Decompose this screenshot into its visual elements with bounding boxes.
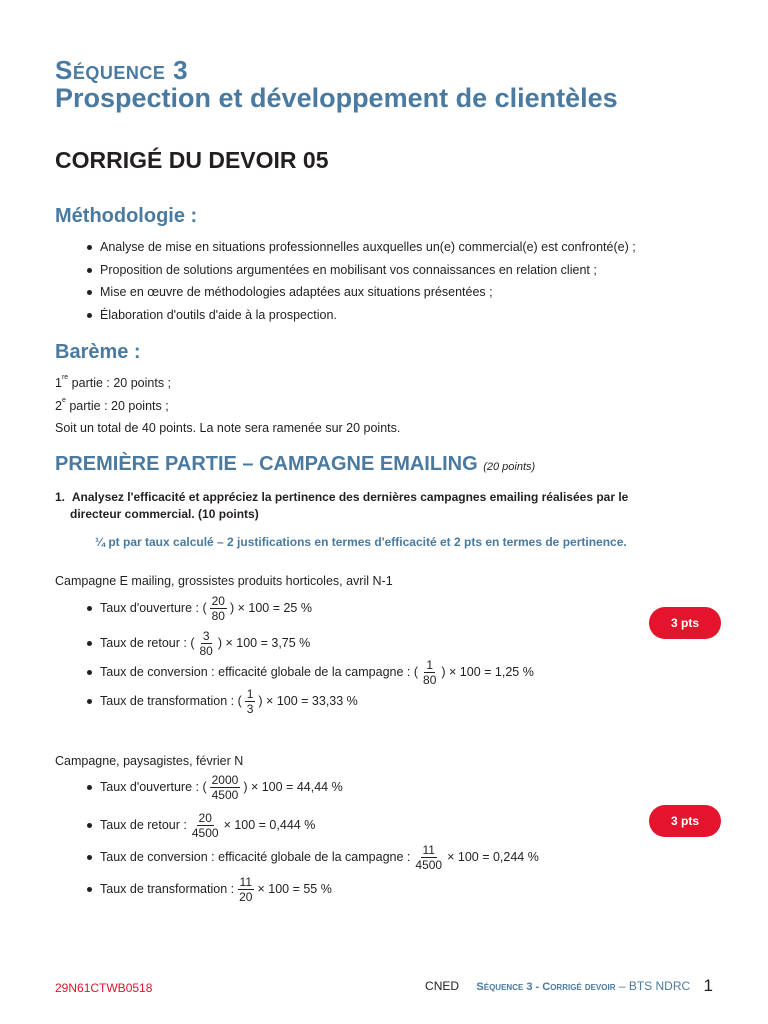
bareme-line-3: Soit un total de 40 points. La note sera ramenée sur 20 points. xyxy=(55,421,401,435)
bareme-line-1: 1re partie : 20 points ; xyxy=(55,374,172,390)
bareme-line-2: 2e partie : 20 points ; xyxy=(55,396,169,413)
methodologie-heading: Méthodologie : xyxy=(55,205,198,227)
part1-points: (20 points) xyxy=(483,461,536,473)
points-badge: 3 pts xyxy=(649,805,721,837)
sequence-subtitle: Prospection et développement de clientèles xyxy=(55,83,618,113)
question-1: 1. Analysez l'efficacité et appréciez la pertinence des dernières campagnes emailing réalisées par le directeur commercial. (10 points) xyxy=(55,490,629,521)
methodologie-list xyxy=(78,236,636,326)
bareme-heading: Barème : xyxy=(55,341,141,363)
bareme-lines xyxy=(55,372,400,440)
document-code: 29N61CTWB0518 xyxy=(55,981,153,995)
grading-note: ¼ pt par taux calculé – 2 justifications en termes d'efficacité et 2 pts en termes de pertinence. xyxy=(95,535,627,549)
campaign-2-row: Taux de conversion : efficacité globale de la campagne : $\frac{11}{4500}$ × 100 = 0,244 % xyxy=(78,839,539,875)
footer-bts: – BTS NDRC xyxy=(615,979,691,993)
campaign-1-row: Taux de transformation : ( $\frac{1}{3}$ ) × 100 = 33,33 % xyxy=(78,683,358,719)
list-item: Analyse de mise en situations professionnelles auxquelles un(e) commercial(e) est confronté(e) ; xyxy=(78,236,636,259)
campaign-2-title: Campagne, paysagistes, février N xyxy=(55,754,244,768)
campaign-2-row: Taux de retour : $\frac{20}{4500}$ × 100 = 0,444 % xyxy=(78,807,315,843)
campaign-1-row: Taux de retour : ( $\frac{3}{80}$ ) × 100 = 3,75 % xyxy=(78,625,310,661)
list-item: Proposition de solutions argumentées en mobilisant vos connaissances en relation client ; xyxy=(78,259,636,282)
campaign-1-row: Taux de conversion : efficacité globale de la campagne : ( $\frac{1}{80}$ ) × 100 = 1,25 % xyxy=(78,654,534,690)
footer-cned: CNED xyxy=(425,979,460,993)
campaign-2-row: Taux de transformation : $\frac{11}{20}$ × 100 = 55 % xyxy=(78,871,332,907)
list-item: Mise en œuvre de méthodologies adaptées aux situations présentées ; xyxy=(78,281,636,304)
footer-sequence: Séquence 3 - Corrigé devoir xyxy=(476,981,616,993)
campaign-1-title: Campagne E mailing, grossistes produits horticoles, avril N-1 xyxy=(55,574,393,588)
list-item: Élaboration d'outils d'aide à la prospection. xyxy=(78,304,636,327)
part1-heading: PREMIÈRE PARTIE – CAMPAGNE EMAILING (20 points) xyxy=(55,453,536,475)
page-number: 1 xyxy=(703,976,713,995)
campaign-2-row: Taux d'ouverture : ( $\frac{2000}{4500}$ ) × 100 = 44,44 % xyxy=(78,769,343,805)
campaign-1-row: Taux d'ouverture : ( $\frac{20}{80}$ ) × 100 = 25 % xyxy=(78,590,312,626)
sequence-title: Séquence 3 xyxy=(55,55,189,85)
points-badge: 3 pts xyxy=(649,607,721,639)
footer xyxy=(425,978,713,995)
page-title: CORRIGÉ DU DEVOIR 05 xyxy=(55,147,329,173)
